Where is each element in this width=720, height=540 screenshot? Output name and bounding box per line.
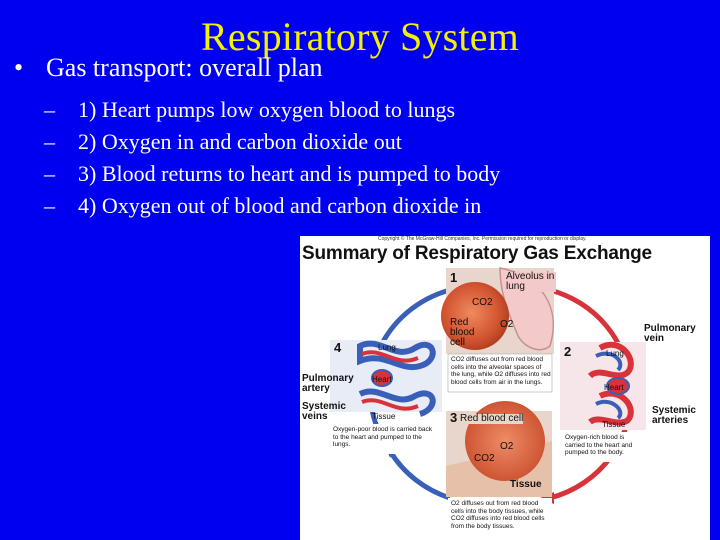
tissue-label-3: Tissue [510, 479, 542, 490]
figure-copyright: Copyright © The McGraw-Hill Companies, Inc. Permission required for reproduction or display. [378, 236, 587, 242]
caption-3: O2 diffuses out from red blood cells into the body tissues, while CO2 diffuses into red blood cells from the body tissues. [451, 500, 545, 530]
o2-label-1: O2 [500, 319, 514, 330]
sub-bullet-text: 1) Heart pumps low oxygen blood to lungs [78, 97, 456, 122]
sub-bullet-2 [44, 126, 500, 158]
dash-glyph: – [44, 129, 55, 154]
gas-exchange-figure [300, 236, 710, 540]
sub-bullet-1 [44, 94, 500, 126]
main-bullet-text: Gas transport: overall plan [46, 53, 323, 82]
caption-1: CO2 diffuses out from red blood cells into the alveolar spaces of the lung, while O2 diffuses into red blood cells from air in the lungs. [451, 356, 551, 386]
step-number-1: 1 [450, 270, 458, 285]
dash-glyph: – [44, 193, 55, 218]
red-blood-cell-label-3: Red blood cell [460, 413, 524, 424]
pulmonary-vein-label: Pulmonary vein [644, 323, 696, 344]
heart-label-left: Heart [372, 375, 392, 384]
step-number-3: 3 [450, 410, 458, 425]
slide-title: Respiratory System [200, 14, 519, 59]
tissue-label-left: Tissue [372, 412, 396, 421]
main-bullet [14, 52, 323, 84]
heart-label-right: Heart [604, 383, 624, 392]
step-number-4: 4 [334, 340, 342, 355]
pulmonary-artery-label: Pulmonary artery [302, 373, 354, 394]
co2-label-1: CO2 [472, 297, 493, 308]
systemic-veins-label: Systemic veins [302, 401, 346, 422]
dash-glyph: – [44, 161, 55, 186]
dash-glyph: – [44, 97, 55, 122]
lung-label-left: Lung [378, 343, 396, 352]
figure-title: Summary of Respiratory Gas Exchange [302, 243, 652, 264]
systemic-arteries-label: Systemic arteries [652, 405, 696, 426]
o2-label-3: O2 [500, 441, 514, 452]
co2-label-3: CO2 [474, 453, 495, 464]
step-number-2: 2 [564, 344, 572, 359]
sub-bullet-text: 4) Oxygen out of blood and carbon dioxide in [78, 193, 482, 218]
red-blood-cell-label-1: Red blood cell [450, 317, 475, 348]
bullet-glyph: • [14, 53, 24, 82]
sub-bullet-list [44, 94, 500, 222]
sub-bullet-text: 3) Blood returns to heart and is pumped to body [78, 161, 501, 186]
sub-bullet-text: 2) Oxygen in and carbon dioxide out [78, 129, 402, 154]
sub-bullet-4 [44, 190, 500, 222]
lung-label-right: Lung [606, 349, 624, 358]
sub-bullet-3 [44, 158, 500, 190]
tissue-label-right: Tissue [602, 420, 626, 429]
alveolus-label: Alveolus in lung [506, 271, 555, 292]
caption-2: Oxygen-rich blood is carried to the heart and pumped to the body. [565, 434, 633, 456]
caption-4: Oxygen-poor blood is carried back to the heart and pumped to the lungs. [333, 426, 432, 448]
